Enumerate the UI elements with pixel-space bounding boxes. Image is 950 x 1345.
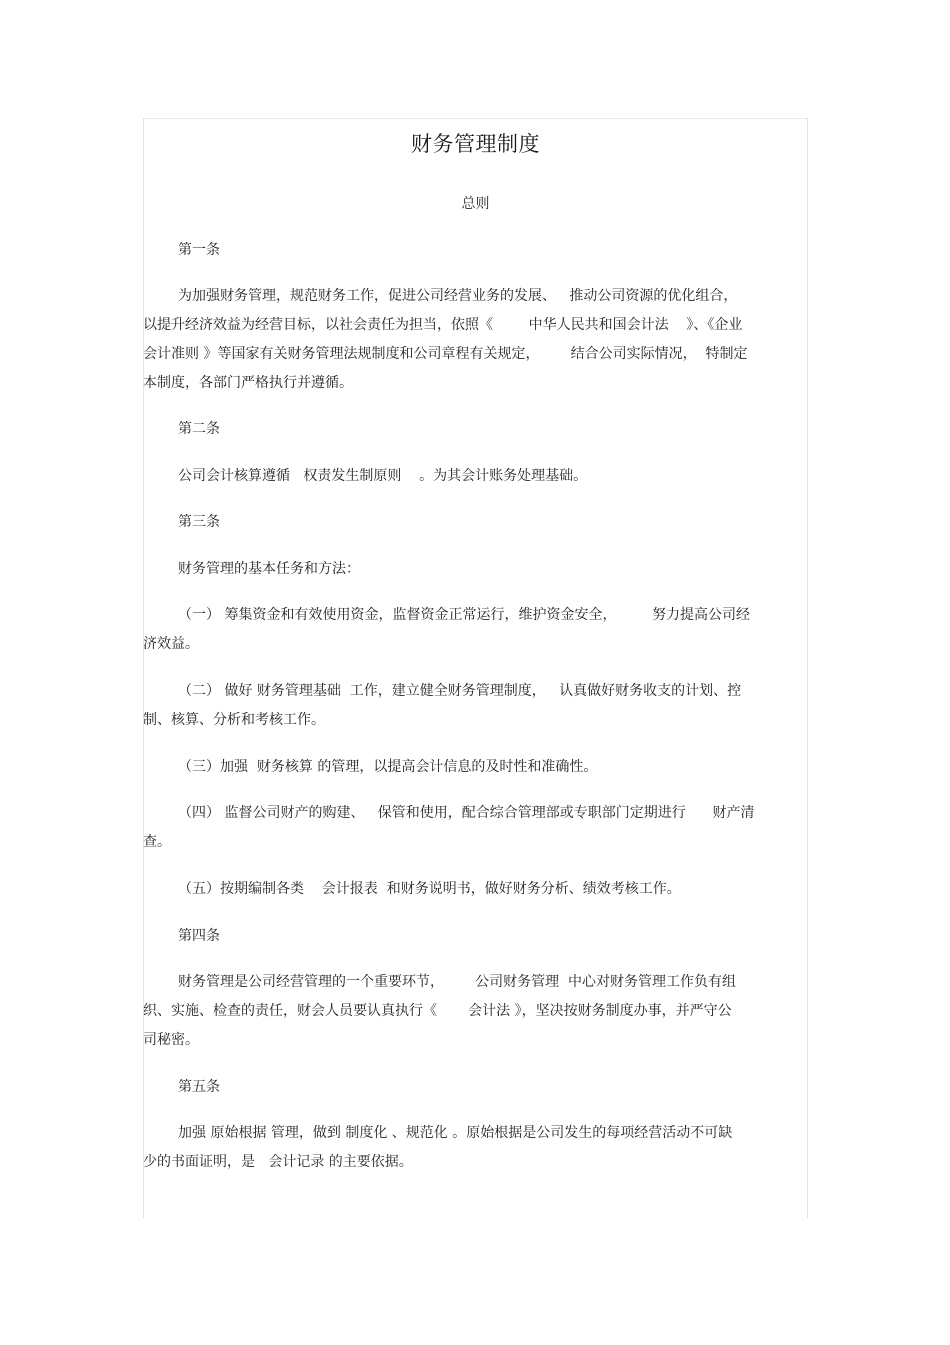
article-3-item-4-line-1: （四） 监督公司财产的购建、 保管和使用，配合综合管理部或专职部门定期进行 财产清: [178, 805, 755, 821]
article-3-item-2-line-2: 制、核算、分析和考核工作。: [143, 712, 325, 728]
article-4-line-3: 司秘密。: [143, 1032, 199, 1048]
section-heading: 总则: [461, 196, 490, 212]
article-3-item-5: （五）按期编制各类 会计报表 和财务说明书，做好财务分析、绩效考核工作。: [178, 881, 681, 897]
article-2-line-1: 公司会计核算遵循 权责发生制原则 。为其会计账务处理基础。: [178, 468, 588, 484]
article-3-item-1-line-1: （一） 筹集资金和有效使用资金，监督资金正常运行，维护资金安全， 努力提高公司经: [178, 607, 751, 623]
article-4-heading: 第四条: [178, 928, 220, 944]
article-2-heading: 第二条: [178, 421, 220, 437]
article-5-line-2: 少的书面证明，是 会计记录 的主要依据。: [143, 1154, 413, 1170]
article-3-line-1: 财务管理的基本任务和方法：: [178, 561, 360, 577]
article-1-heading: 第一条: [178, 242, 220, 258]
article-4-line-2: 织、实施、检查的责任，财会人员要认真执行《 会计法 》，坚决按财务制度办事，并严守公: [143, 1003, 732, 1019]
article-1-line-2: 以提升经济效益为经营目标，以社会责任为担当，依照《 中华人民共和国会计法 》、《企业: [143, 317, 743, 333]
article-3-item-2-line-1: （二） 做好 财务管理基础 工作，建立健全财务管理制度， 认真做好财务收支的计划、控: [178, 683, 742, 699]
page-frame: [143, 118, 808, 1218]
article-5-heading: 第五条: [178, 1079, 220, 1095]
article-3-item-3: （三）加强 财务核算 的管理，以提高会计信息的及时性和准确性。: [178, 759, 598, 775]
article-5-line-1: 加强 原始根据 管理，做到 制度化 、规范化 。原始根据是公司发生的每项经营活动不可缺: [178, 1125, 733, 1141]
article-3-item-1-line-2: 济效益。: [143, 636, 199, 652]
article-4-line-1: 财务管理是公司经营管理的一个重要环节， 公司财务管理 中心对财务管理工作负有组: [178, 974, 737, 990]
article-3-item-4-line-2: 查。: [143, 834, 171, 850]
article-1-line-3: 会计准则 》等国家有关财务管理法规制度和公司章程有关规定， 结合公司实际情况， 特制定: [143, 346, 748, 362]
article-3-heading: 第三条: [178, 514, 220, 530]
article-1-line-1: 为加强财务管理，规范财务工作，促进公司经营业务的发展、 推动公司资源的优化组合，: [178, 288, 738, 304]
document-title: 财务管理制度: [411, 132, 540, 156]
article-1-line-4: 本制度，各部门严格执行并遵循。: [143, 375, 353, 391]
